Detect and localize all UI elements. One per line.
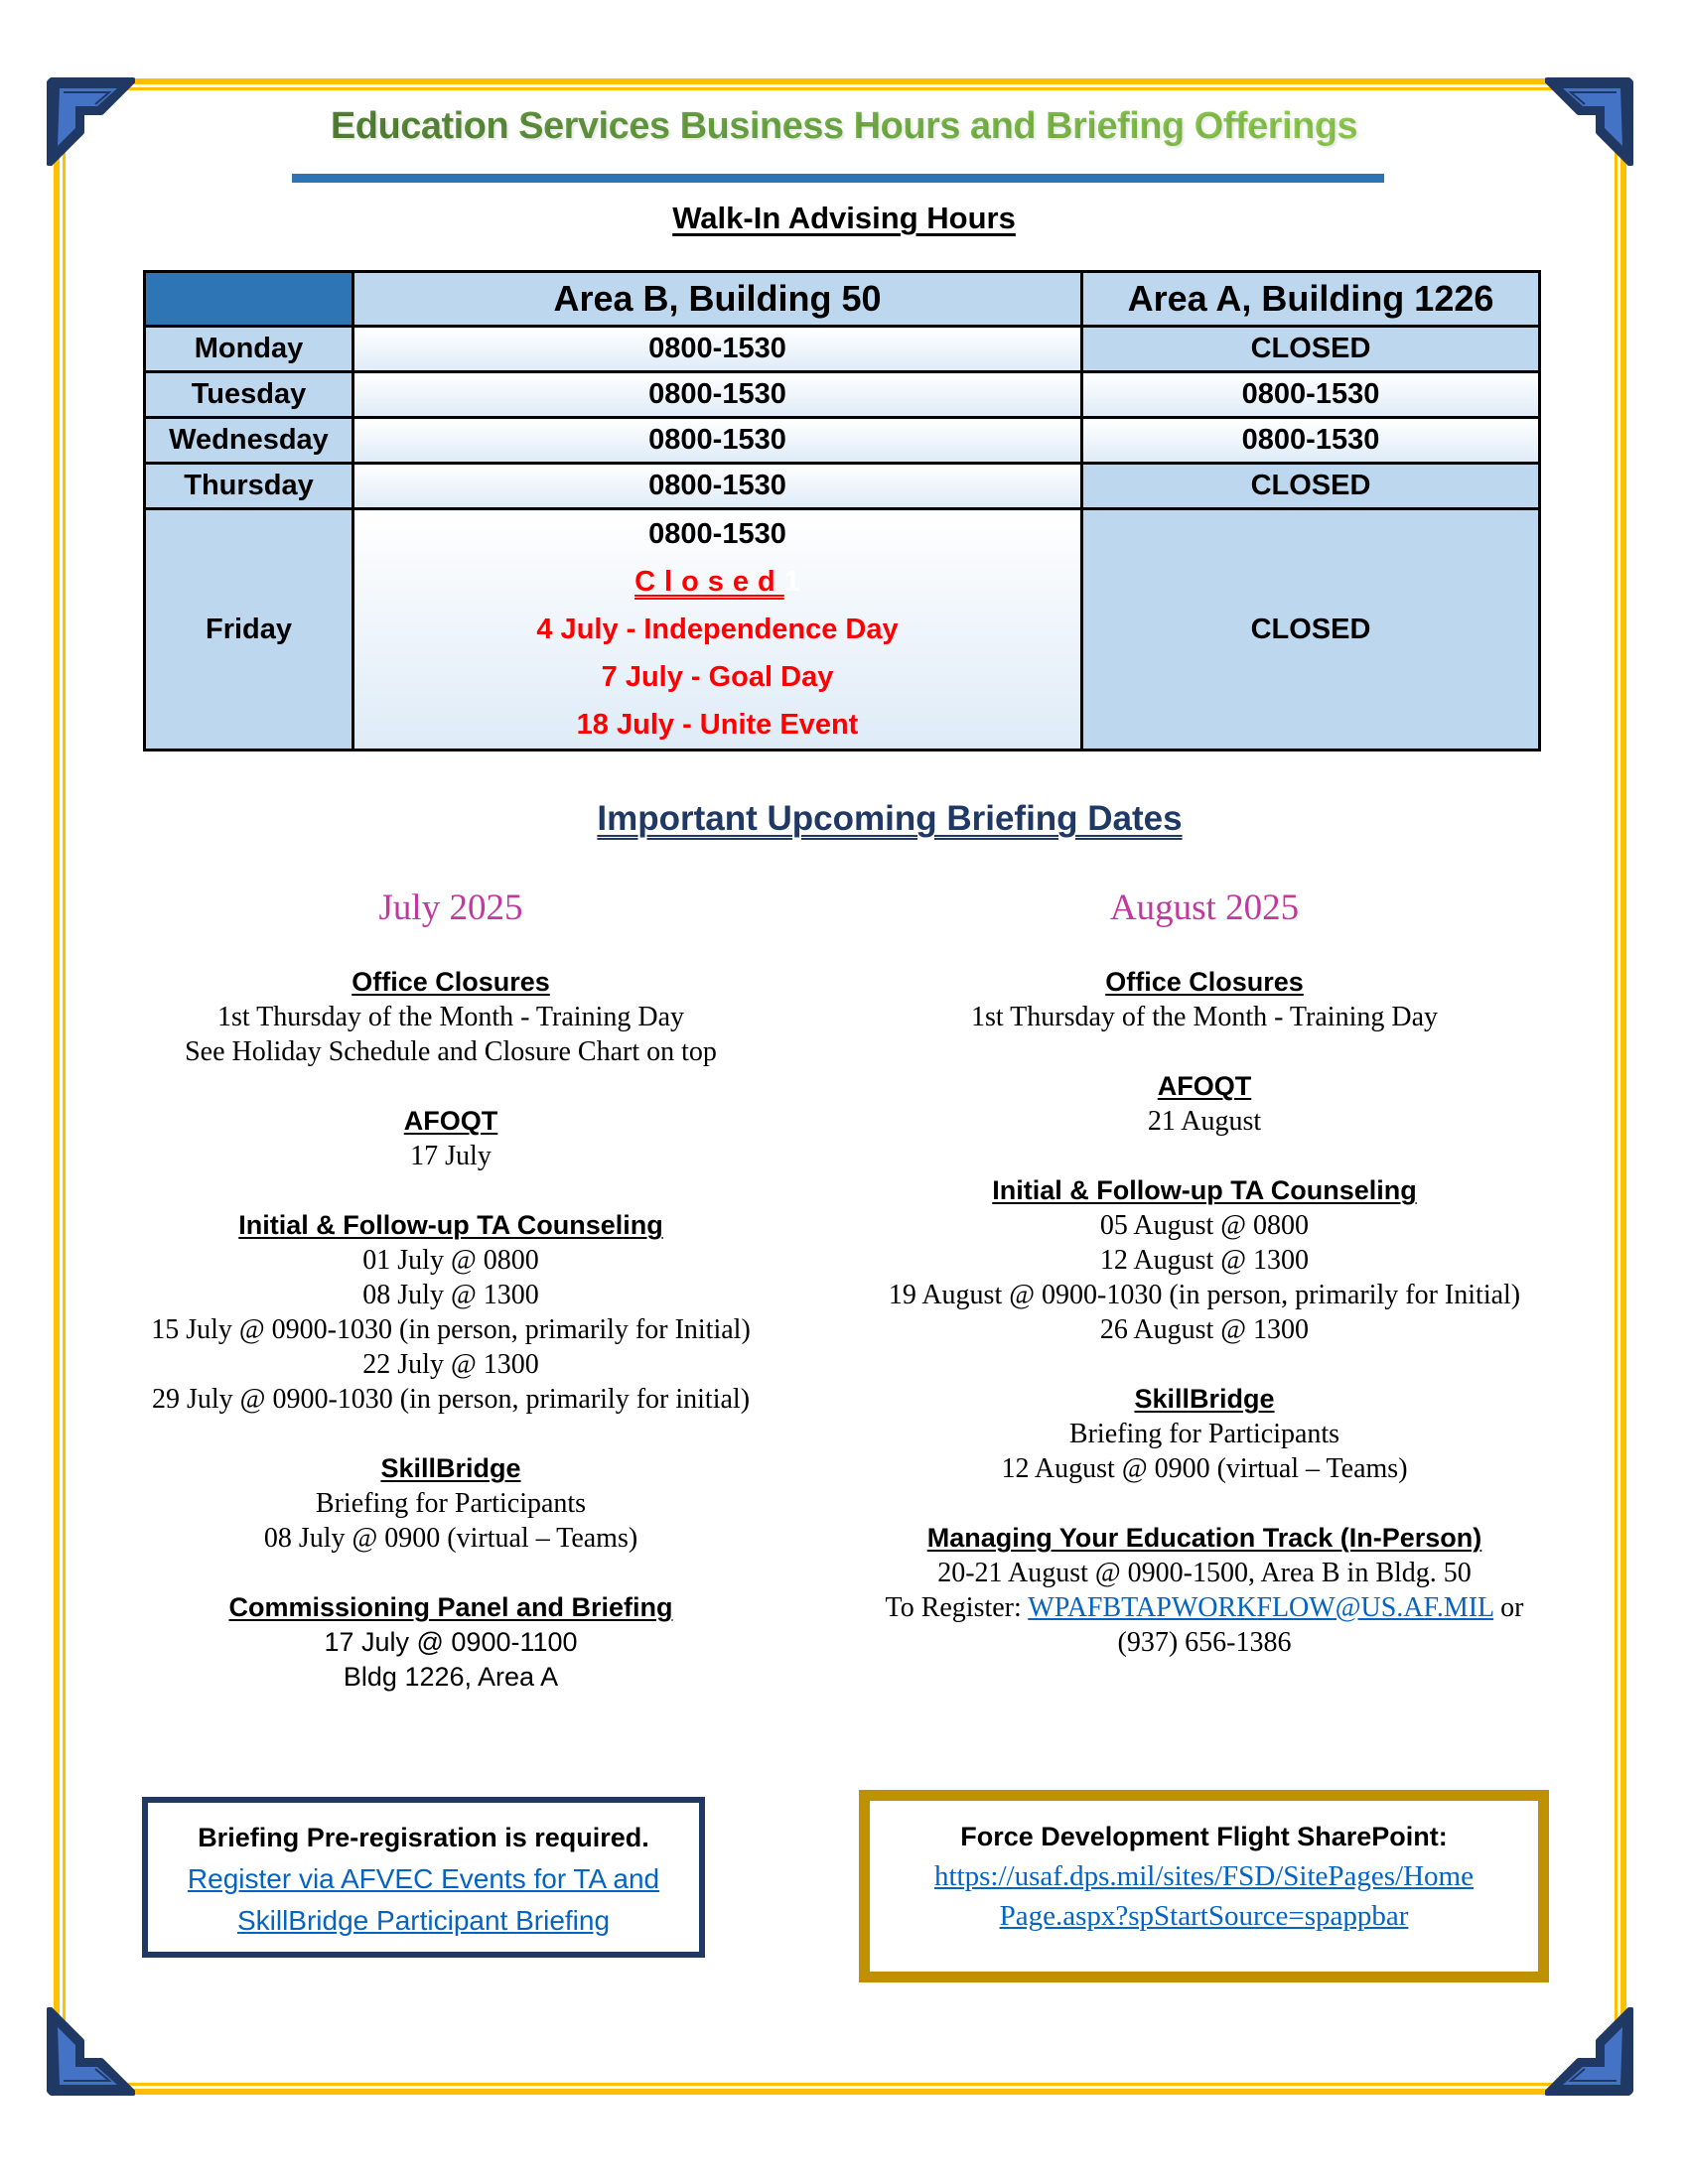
- closed-label: Closed: [634, 566, 784, 598]
- managing-education-track-section: [807, 1521, 1602, 1660]
- section-line: 21 August: [1147, 1106, 1262, 1137]
- section-heading: Managing Your Education Track (In-Person): [926, 1523, 1482, 1553]
- briefing-dates-heading: Important Upcoming Briefing Dates: [597, 799, 1183, 838]
- skillbridge-section: [807, 1382, 1602, 1486]
- section-line: Briefing for Participants: [1068, 1419, 1340, 1449]
- walk-in-hours-table: [143, 270, 1541, 751]
- section-line: 08 July @ 1300: [362, 1280, 539, 1310]
- july-briefings-column: [54, 965, 848, 1729]
- day-label: Wednesday: [145, 418, 353, 464]
- month-heading-july: July 2025: [378, 887, 523, 928]
- afoqt-section: [807, 1069, 1602, 1139]
- link-line[interactable]: SkillBridge Participant Briefing: [236, 1905, 611, 1936]
- section-line: 17 July: [410, 1141, 492, 1171]
- area-a-hours: CLOSED: [1082, 509, 1540, 751]
- area-b-hours: 0800-1530: [353, 464, 1082, 509]
- table-header-row: [145, 272, 1540, 327]
- section-line: 1st Thursday of the Month - Training Day: [216, 1002, 685, 1032]
- section-line: 12 August @ 0900 (virtual – Teams): [1001, 1453, 1408, 1484]
- area-a-hours: CLOSED: [1082, 464, 1540, 509]
- corner-ornament-bottom-right-icon: [1545, 2007, 1634, 2097]
- section-line: 12 August @ 1300: [1099, 1245, 1310, 1276]
- closed-notice: [354, 558, 1080, 606]
- area-b-hours: 0800-1530: [648, 518, 786, 550]
- area-b-hours: 0800-1530: [353, 327, 1082, 372]
- section-line: 08 July @ 0900 (virtual – Teams): [263, 1523, 638, 1554]
- skillbridge-section: [54, 1451, 848, 1556]
- ta-counseling-section: [807, 1173, 1602, 1347]
- area-a-hours: 0800-1530: [1082, 418, 1540, 464]
- section-line: 05 August @ 0800: [1099, 1210, 1310, 1241]
- corner-ornament-bottom-left-icon: [46, 2007, 135, 2097]
- section-line: 15 July @ 0900-1030 (in person, primarily for Initial): [151, 1314, 751, 1345]
- afoqt-section: [54, 1104, 848, 1173]
- closed-footnote: 1: [783, 566, 800, 598]
- section-heading: Initial & Follow-up TA Counseling: [992, 1175, 1417, 1205]
- afvec-register-link[interactable]: [148, 1858, 699, 1942]
- table-row: [145, 418, 1540, 464]
- link-line[interactable]: Page.aspx?spStartSource=spappbar: [999, 1900, 1409, 1932]
- title-divider-bar: [292, 174, 1384, 183]
- register-email-link[interactable]: WPAFBTAPWORKFLOW@US.AF.MIL: [1028, 1592, 1494, 1623]
- column-header-area-b: Area B, Building 50: [353, 272, 1082, 327]
- office-closures-section: [54, 965, 848, 1069]
- section-line: 29 July @ 0900-1030 (in person, primarily for initial): [151, 1384, 751, 1415]
- section-line: See Holiday Schedule and Closure Chart on top: [185, 1036, 717, 1067]
- section-line: 17 July @ 0900-1100: [324, 1627, 578, 1657]
- section-line: 19 August @ 0900-1030 (in person, primarily for Initial): [888, 1280, 1521, 1310]
- day-label: Tuesday: [145, 372, 353, 418]
- closure-date: 18 July - Unite Event: [576, 709, 859, 741]
- table-row: [145, 464, 1540, 509]
- section-heading: Office Closures: [352, 967, 550, 997]
- area-b-hours: 0800-1530: [353, 372, 1082, 418]
- section-heading: SkillBridge: [1134, 1384, 1275, 1414]
- page-title: Education Services Business Hours and Briefing Offerings: [330, 105, 1358, 147]
- table-row: [145, 372, 1540, 418]
- section-line: 20-21 August @ 0900-1500, Area B in Bldg. 50: [937, 1558, 1472, 1588]
- area-a-hours: 0800-1530: [1082, 372, 1540, 418]
- area-b-hours: 0800-1530: [353, 418, 1082, 464]
- august-briefings-column: [807, 965, 1602, 1695]
- ta-counseling-section: [54, 1208, 848, 1417]
- commissioning-section: [54, 1590, 848, 1695]
- friday-area-b-cell: [353, 509, 1082, 751]
- month-heading-august: August 2025: [1109, 887, 1300, 928]
- section-heading: SkillBridge: [380, 1453, 521, 1483]
- section-line: Bldg 1226, Area A: [343, 1662, 559, 1692]
- section-heading: Office Closures: [1105, 967, 1304, 997]
- sharepoint-box: [859, 1790, 1549, 1982]
- office-closures-section: [807, 965, 1602, 1034]
- section-heading: AFOQT: [1157, 1071, 1252, 1101]
- day-label: Friday: [145, 509, 353, 751]
- table-row-friday: [145, 509, 1540, 751]
- table-row: [145, 327, 1540, 372]
- closure-date: 4 July - Independence Day: [536, 614, 899, 645]
- sharepoint-link[interactable]: [870, 1856, 1538, 1936]
- column-header-area-a: Area A, Building 1226: [1082, 272, 1540, 327]
- table-header-corner: [145, 272, 353, 327]
- section-heading: AFOQT: [403, 1106, 498, 1136]
- day-label: Thursday: [145, 464, 353, 509]
- closure-date: 7 July - Goal Day: [601, 661, 834, 693]
- section-line: 26 August @ 1300: [1099, 1314, 1310, 1345]
- register-suffix: or: [1493, 1592, 1524, 1623]
- register-prefix: To Register:: [885, 1592, 1029, 1623]
- section-line: 01 July @ 0800: [362, 1245, 539, 1276]
- area-a-hours: CLOSED: [1082, 327, 1540, 372]
- register-phone: (937) 656-1386: [1117, 1627, 1292, 1658]
- section-heading: Commissioning Panel and Briefing: [228, 1592, 673, 1622]
- section-heading: Initial & Follow-up TA Counseling: [238, 1210, 663, 1240]
- day-label: Monday: [145, 327, 353, 372]
- register-line: [807, 1590, 1602, 1625]
- section-line: Briefing for Participants: [315, 1488, 587, 1519]
- walk-in-hours-heading: Walk-In Advising Hours: [672, 201, 1016, 235]
- link-line[interactable]: https://usaf.dps.mil/sites/FSD/SitePages/Home: [934, 1860, 1474, 1892]
- preregistration-box: [142, 1797, 705, 1958]
- preregistration-heading: Briefing Pre-regisration is required.: [198, 1823, 649, 1852]
- section-line: 22 July @ 1300: [362, 1349, 539, 1380]
- link-line[interactable]: Register via AFVEC Events for TA and: [187, 1863, 660, 1894]
- section-line: 1st Thursday of the Month - Training Day: [970, 1002, 1439, 1032]
- sharepoint-heading: Force Development Flight SharePoint:: [960, 1822, 1448, 1851]
